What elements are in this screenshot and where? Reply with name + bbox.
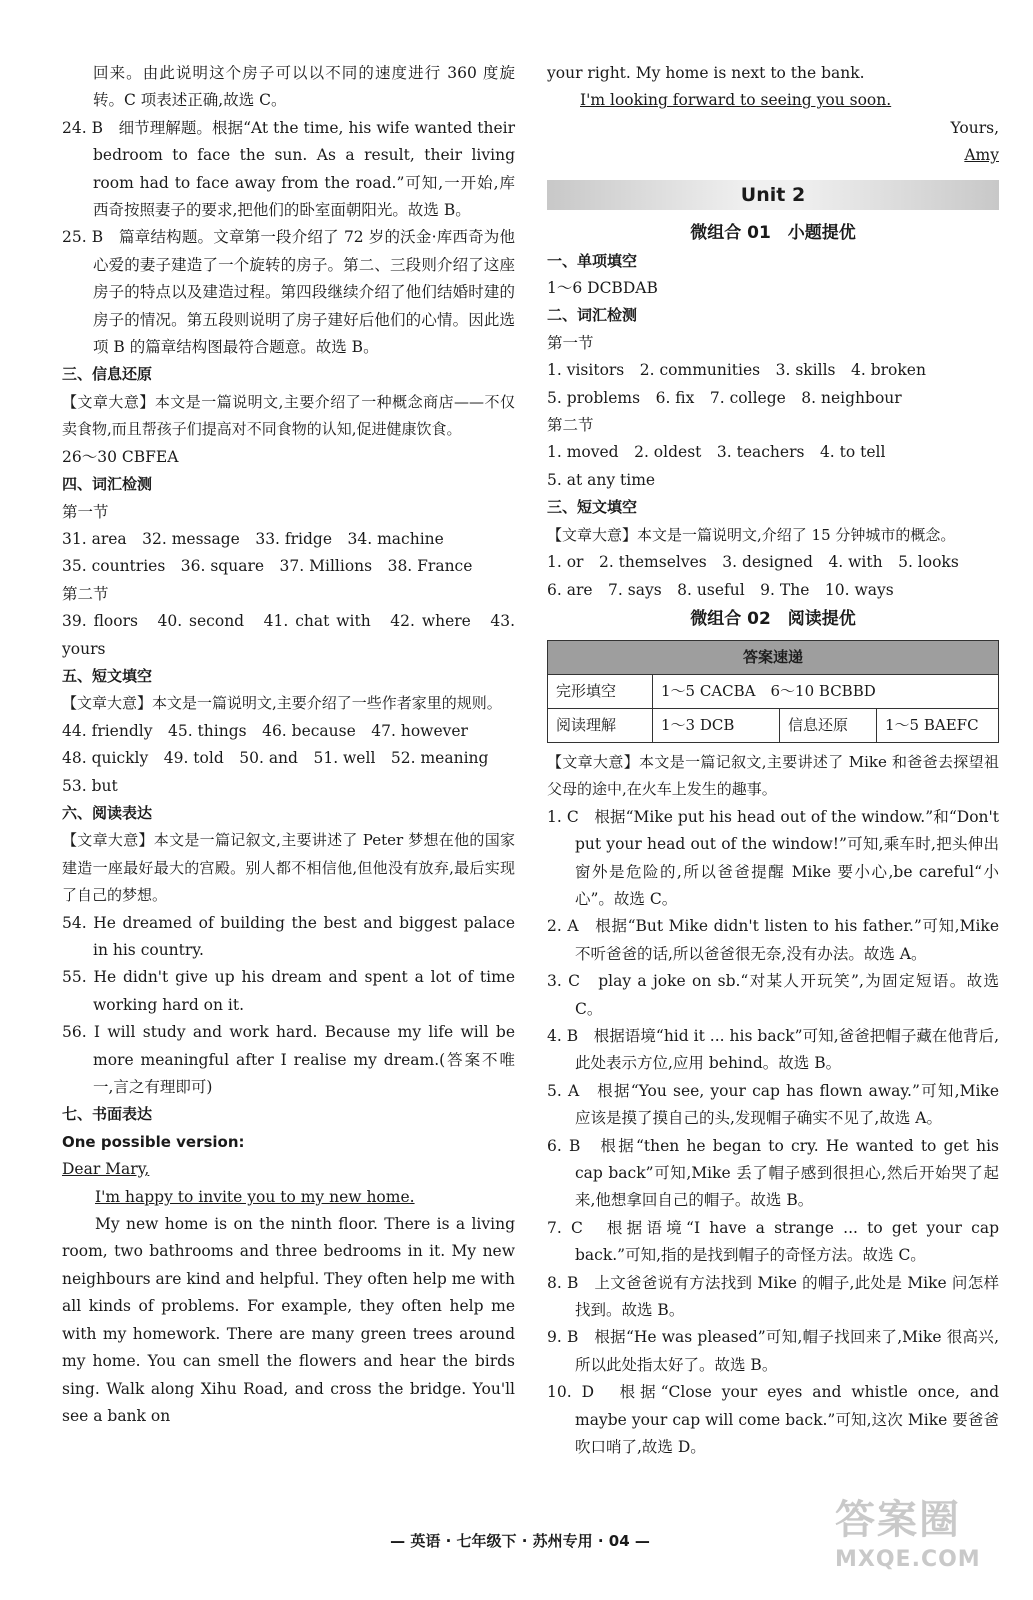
group1-line: 三、短文填空 [547,498,638,517]
group1-line: 第二节 [547,416,594,435]
letter-ending [547,60,999,170]
left-line: 第二节 [62,584,109,603]
left-line: 31. area 32. message 33. fridge 34. machine [62,529,444,548]
right_top-line: Amy [964,146,999,165]
left-line: 三、信息还原 [62,365,153,384]
left-line: 【文章大意】本文是一篇说明文,主要介绍了一种概念商店——不仅卖食物,而且帮孩子们提高对不同食物的认知,促进健康饮食。 [62,392,515,439]
group2-title: 微组合 02 阅读提优 [690,608,856,629]
group1-line: 1. visitors 2. communities 3. skills 4. broken [547,361,926,380]
watermark-text: 答案圈 [835,1497,961,1543]
table-header: 答案速递 [548,640,999,674]
left-line: 五、短文填空 [62,666,153,685]
left-line: Dear Mary, [62,1160,150,1179]
left-line: My new home is on the ninth floor. There is a living room, two bathrooms and three bedrooms in it. My new neighbours are kind and helpful. They often help me with all kinds of problems. For example, they often help me with my homework. There are many green trees around my home. You can smell the flowers and hear the birds sing. Walk along Xihu Road, and cross the bridge. You'll see a bank on [62,1215,515,1425]
group2-line: 【文章大意】本文是一篇记叙文,主要讲述了 Mike 和爸爸去探望祖父母的途中,在火车上发生的趣事。 [547,752,999,799]
reading-label: 阅读理解 [548,708,653,742]
group2-line: 2. A 根据“But Mike didn't listen to his father.”可知,Mike 不听爸爸的话,所以爸爸很无奈,没有办法。故选 A。 [547,917,999,963]
reading-answers: 1～3 DCB [653,708,780,742]
group1-answers [547,248,999,604]
group2-line: 3. C play a joke on sb.“对某人开玩笑”,为固定短语。故选 C。 [547,972,999,1018]
left-line: 回来。由此说明这个房子可以以不同的速度进行 360 度旋转。C 项表述正确,故选 C。 [93,64,515,110]
answer-table [547,640,999,743]
left-line: 39. floors 40. second 41. chat with 42. where 43. yours [62,612,515,658]
left-line: 七、书面表达 [62,1105,153,1124]
left-line: 35. countries 36. square 37. Millions 38. France [62,557,473,576]
left-line: 48. quickly 49. told 50. and 51. well 52. meaning [62,749,489,768]
group1-line: 【文章大意】本文是一篇说明文,介绍了 15 分钟城市的概念。 [547,525,956,544]
group1-line: 1. moved 2. oldest 3. teachers 4. to tell [547,443,886,462]
left-line: 26～30 CBFEA [62,447,179,466]
right_top-line: Yours, [950,118,999,137]
table-row [548,674,999,708]
left-line: 55. He didn't give up his dream and spent a lot of time working hard on it. [62,968,515,1014]
page-footer: — 英语 · 七年级下 · 苏州专用 · 04 — [390,1532,650,1550]
left-line: 44. friendly 45. things 46. because 47. however [62,721,468,740]
left-line: One possible version: [62,1132,245,1151]
left-line: I'm happy to invite you to my new home. [95,1187,415,1206]
group1-line: 1. or 2. themselves 3. designed 4. with 5. looks [547,553,959,572]
left-line: 六、阅读表达 [62,803,153,822]
watermark-logo [835,1488,1005,1588]
left-line: 25. B 篇章结构题。文章第一段介绍了 72 岁的沃金·库西奇为他心爱的妻子建造了一个旋转的房子。第二、三段则介绍了这座房子的特点以及建造过程。第四段继续介绍了他们结婚时建的房子的情况。第五段则说明了房子建好后他们的心情。因此选项 B 的篇章结构图最符合题意。故选 B。 [62,228,515,357]
left-line: 24. B 细节理解题。根据“At the time, his wife wanted their bedroom to face the sun. As a result, their living room had to face away from the road.”可知,一开始,库西奇按照妻子的要求,把他们的卧室面朝阳光。故选 B。 [62,118,515,220]
group2-line: 6. B 根据“then he began to cry. He wanted to get his cap back”可知,Mike 丢了帽子感到很担心,然后开始哭了起来,他想拿回自己的帽子。故选 B。 [547,1136,999,1210]
left-line: 53. but [62,776,118,795]
left-line: 【文章大意】本文是一篇记叙文,主要讲述了 Peter 梦想在他的国家建造一座最好最大的宫殿。别人都不相信他,但他没有放弃,最后实现了自己的梦想。 [62,831,515,905]
table-row [548,708,999,742]
left-line: 第一节 [62,502,109,521]
group2-line: 7. C 根据语境“I have a strange ... to get your cap back.”可知,指的是找到帽子的奇怪方法。故选 C。 [547,1218,999,1265]
right_top-line: I'm looking forward to seeing you soon. [580,91,892,110]
cloze-answers: 1～5 CACBA 6～10 BCBBD [653,674,999,708]
group1-line: 一、单项填空 [547,251,638,270]
group2-line: 1. C 根据“Mike put his head out of the window.”和“Don't put your head out of the window!”可知,乘车时,把头伸出窗外是危险的,所以爸爸提醒 Mike 要小心,be careful“小心”。故选 C。 [547,807,999,908]
group2-line: 9. B 根据“He was pleased”可知,帽子找回来了,Mike 很高兴,所以此处指太好了。故选 B。 [547,1328,999,1374]
cloze-label: 完形填空 [548,674,653,708]
group2-line: 4. B 根据语境“hid it ... his back”可知,爸爸把帽子藏在他背后,此处表示方位,应用 behind。故选 B。 [547,1026,999,1073]
group1-line: 第一节 [547,333,594,352]
unit-title: Unit 2 [547,180,999,210]
left-line: 【文章大意】本文是一篇说明文,主要介绍了一些作者家里的规则。 [62,694,502,713]
group2-line: 8. B 上文爸爸说有方法找到 Mike 的帽子,此处是 Mike 问怎样找到。故选 B。 [547,1273,999,1320]
group1-line: 5. problems 6. fix 7. college 8. neighbour [547,388,902,407]
group1-line: 5. at any time [547,470,656,489]
left-line: 四、词汇检测 [62,475,153,494]
table-header-row [548,640,999,674]
info-label: 信息还原 [780,708,877,742]
group1-line: 1～6 DCBDAB [547,279,658,298]
left-line: 56. I will study and work hard. Because my life will be more meaningful after I realise my dream.(答案不唯一,言之有理即可) [62,1023,515,1097]
right-column [547,60,999,1461]
left-line: 54. He dreamed of building the best and biggest palace in his country. [62,913,515,959]
watermark-url: MXQE.COM [835,1547,981,1572]
info-answers: 1～5 BAEFC [877,708,999,742]
group1-line: 6. are 7. says 8. useful 9. The 10. ways [547,580,894,599]
group1-title: 微组合 01 小题提优 [690,222,856,243]
left-column [62,60,515,1430]
group1-line: 二、词汇检测 [547,306,638,325]
right_top-line: your right. My home is next to the bank. [547,64,865,82]
group2-answers [547,749,999,1462]
group2-line: 10. D 根据“Close your eyes and whistle once, and maybe your cap will come back.”可知,这次 Mike 要爸爸吹口哨了,故选 D。 [547,1383,999,1457]
group2-line: 5. A 根据“You see, your cap has flown away.”可知,Mike 应该是摸了摸自己的头,发现帽子确实不见了,故选 A。 [547,1081,999,1128]
